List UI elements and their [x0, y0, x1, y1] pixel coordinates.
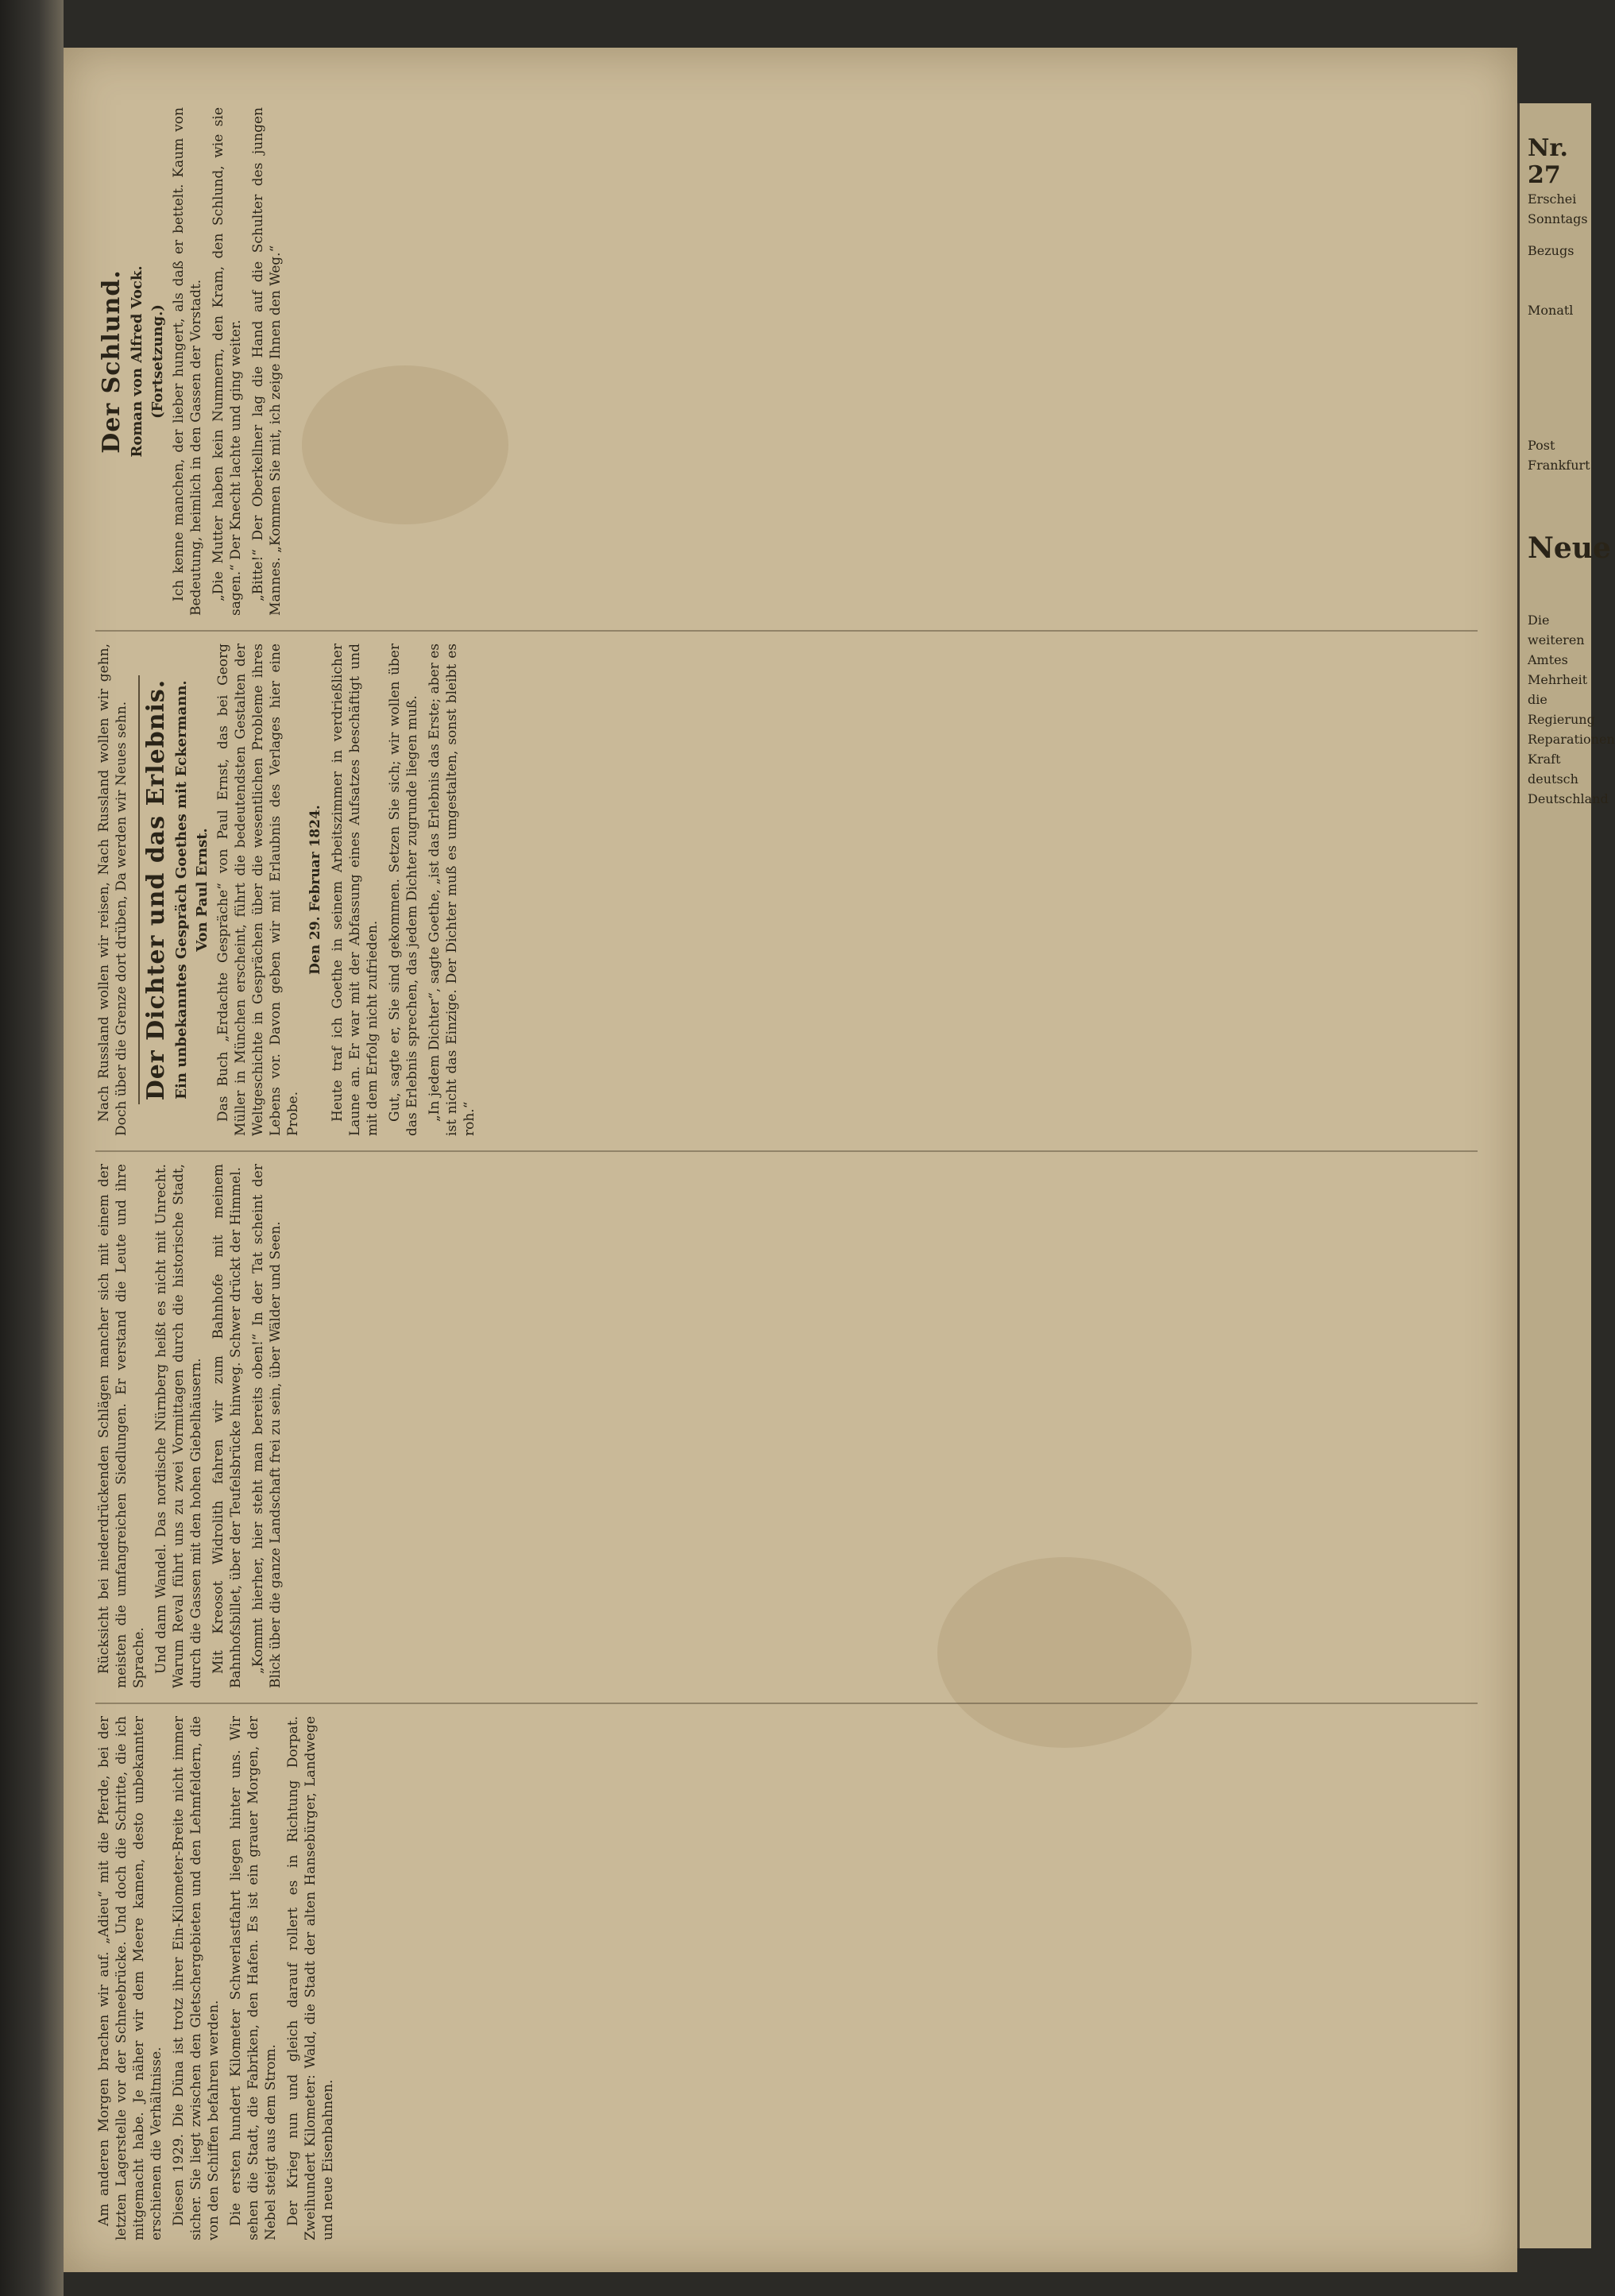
serial-installment: (Fortsetzung.)	[149, 304, 166, 419]
masthead-line: Erschei	[1528, 191, 1577, 207]
paragraph: Die ersten hundert Kilometer Schwerlastfahrt liegen hinter uns. Wir sehen die Stadt, die Fabriken, den Hafen. Es ist ein grauer Morgen, der Nebel steigt aus dem Strom.	[228, 1716, 279, 2240]
masthead-line: Monatl	[1528, 303, 1574, 318]
paragraph: Diesen 1929. Die Düna ist trotz ihrer Ein-Kilometer-Breite nicht immer sicher. Sie liegt zwischen den Gletschergebieten und den Lehmfeldern, die von den Schiffen befahren werden.	[171, 1716, 222, 2240]
feature-title: Der Dichter und das Erlebnis.	[142, 678, 170, 1101]
article-column-mid	[95, 1164, 1478, 1688]
text-line: Kraft	[1528, 752, 1561, 767]
section-divider	[138, 675, 140, 1104]
paragraph: Und dann Wandel. Das nordische Nürnberg heißt es nicht mit Unrecht. Warum Reval führt uns zu zwei Vormittagen durch die historische Stadt, durch die Gassen mit den hohen Giebelhäusern.	[153, 1164, 204, 1688]
paragraph: „Kommt hierher, hier steht man bereits oben!“ In der Tat scheint der Blick über die ganze Landschaft frei zu sein, über Wälder und Seen.	[250, 1164, 284, 1688]
poem-text: Nach Russland wollen wir reisen, Nach Russland wollen wir gehn, Doch über die Grenze dort drüben, Da werden wir Neues sehn.	[96, 644, 129, 1136]
text-line: Deutschland	[1528, 791, 1609, 806]
paragraph: Mit Kreosot Widrolith fahren wir zum Bahnhofe mit meinem Bahnhofsbillet, über der Teufelsbrücke hinweg. Schwer drückt der Himmel.	[211, 1164, 244, 1688]
paragraph: Der Krieg nun und gleich darauf rollert es in Richtung Dorpat. Zweihundert Kilometer: Wald, die Stadt der alten Hansebürger, Landwege und neue Eisenbahnen.	[285, 1716, 336, 2240]
text-line: Mehrheit	[1528, 672, 1588, 687]
masthead-line: Frankfurt	[1528, 458, 1590, 473]
feature-subtitle: Ein unbekanntes Gespräch Goethes mit Eckermann.	[173, 680, 190, 1100]
paragraph: „In jedem Dichter“, sagte Goethe, „ist das Erlebnis das Erste; aber es ist nicht das Einzige. Der Dichter muß es umgestalten, sonst bleibt es roh.“	[427, 644, 477, 1136]
paragraph: Ich kenne manchen, der lieber hungert, als daß er bettelt. Kaum von Bedeutung, heimlich in den Gassen der Vorstadt.	[171, 107, 204, 616]
feature-intro: Das Buch „Erdachte Gespräche“ von Paul Ernst, das bei Georg Müller in München erscheint, führt die bedeutendsten Gestalten der Weltgeschichte in Gesprächen über die wesentlichen Probleme ihres Lebens vor. Davon geben wir mit Erlaubnis des Verlages hier eine Probe.	[215, 644, 301, 1136]
rotated-text-block	[64, 48, 1517, 2272]
paragraph: Rücksicht bei niederdrückenden Schlägen mancher sich mit einem der meisten die umfangreichen Siedlungen. Er verstand die Leute und ihre Sprache.	[96, 1164, 147, 1688]
column-rule	[95, 630, 1478, 632]
masthead-line: Bezugs	[1528, 243, 1574, 258]
text-line: Regierung	[1528, 712, 1595, 727]
feature-author: Von Paul Ernst.	[194, 828, 211, 952]
book-binding	[0, 0, 64, 2296]
serial-title: Der Schlund.	[98, 269, 126, 454]
masthead-line: Sonntags	[1528, 211, 1588, 226]
paragraph: „Bitte!“ Der Oberkellner lag die Hand auf die Schulter des jungen Mannes. „Kommen Sie mit, ich zeige Ihnen den Weg.“	[250, 107, 284, 616]
feature-column	[95, 644, 1478, 1136]
masthead: Nr. 27	[1528, 134, 1568, 189]
feature-date: Den 29. Februar 1824.	[307, 805, 323, 975]
masthead-line: Post	[1528, 438, 1555, 453]
paragraph: Heute traf ich Goethe in seinem Arbeitszimmer in verdrießlicher Laune an. Er war mit der Abfassung eines Aufsatzes beschäftigt und mit dem Erfolg nicht zufrieden.	[330, 644, 381, 1136]
paragraph: Gut, sagte er, Sie sind gekommen. Setzen Sie sich; wir wollen über das Erlebnis sprechen, das jedem Dichter zugrunde liegen muß.	[387, 644, 420, 1136]
paragraph: Am anderen Morgen brachen wir auf. „Adieu“ mit die Pferde, bei der letzten Lagerstelle vor der Schneebrücke. Und doch die Schritte, die ich mitgemacht habe. Je näher wir dem Meere kamen, desto unbekannter erschienen die Verhältnisse.	[96, 1716, 164, 2240]
serial-subtitle: Roman von Alfred Vock.	[129, 265, 145, 458]
column-rule	[95, 1150, 1478, 1152]
newspaper-page-left	[64, 48, 1517, 2272]
text-line: deutsch	[1528, 771, 1578, 787]
text-line: die	[1528, 692, 1547, 707]
paragraph: „Die Mutter haben kein Nummern, den Kram, den Schlund, wie sie sagen.“ Der Knecht lachte und ging weiter.	[211, 107, 244, 616]
article-column-top	[95, 1716, 1478, 2240]
text-line: Amtes	[1528, 652, 1568, 667]
text-line: Reparationen	[1528, 732, 1615, 747]
text-line: Die	[1528, 613, 1550, 628]
newspaper-page-right	[1517, 103, 1615, 2248]
column-rule	[95, 1703, 1478, 1704]
serial-column	[95, 107, 1478, 616]
headline: Neue	[1528, 531, 1611, 565]
text-line: weiteren	[1528, 632, 1585, 647]
